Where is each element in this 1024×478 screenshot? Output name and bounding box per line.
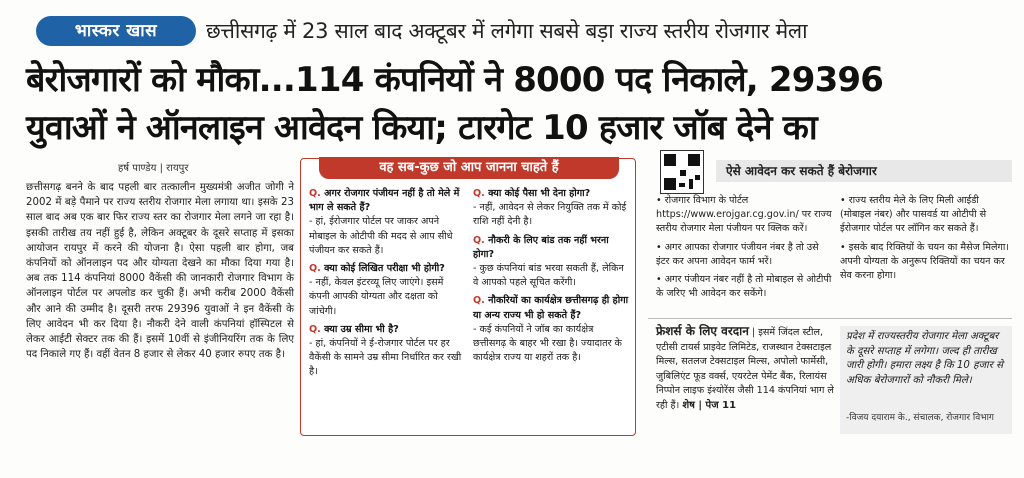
faq-answer: - कुछ कंपनियां बांड भरवा सकती हैं, लेकिन वे आपको पहले सूचित करेंगी। [473, 263, 624, 289]
how-to-apply-column-2 [840, 194, 1012, 287]
continued-marker: शेष | पेज 11 [682, 399, 737, 411]
apply-step: • अगर पंजीयन नंबर नहीं है तो मोबाइल से ओटीपी के जरिए भी आवेदन कर सकेंगे। [656, 274, 832, 300]
headline-line-2: युवाओं ने ऑनलाइन आवेदन किया; टारगेट 10 हजार जॉब देने का [26, 108, 817, 148]
question-icon: Q. [473, 295, 489, 307]
faq-question: Q. क्या उम्र सीमा भी है? [309, 323, 399, 335]
apply-step: • अगर आपका रोजगार पंजीयन नंबर है तो उसे इंटर कर अपना आवेदन फार्म भरें। [656, 241, 819, 267]
question-icon: Q. [309, 263, 325, 275]
faq-question: Q. क्या कोई पैसा भी देना होगा? [473, 188, 591, 199]
faq-answer: - हां, ईरोजगार पोर्टल पर जाकर अपने मोबाइल के ओटीपी की मदद से आप सीधे पंजीयन कर सकते हैं। [309, 216, 453, 256]
official-quote: प्रदेश में राज्यस्तरीय रोजगार मेला अक्टूबर के दूसरे सप्ताह में लगेगा। जल्द ही तारीख जारी होगी। हमारा लक्ष्य है कि 10 हजार से अधिक बेरोजगारों को नौकरी मिले। [840, 326, 1012, 434]
faq-question: Q. अगर रोजगार पंजीयन नहीं है तो मेले में भाग ले सकते हैं? [309, 188, 460, 214]
kicker-line: छत्तीसगढ़ में 23 साल बाद अक्टूबर में लगेगा सबसे बड़ा राज्य स्तरीय रोजगार मेला [206, 19, 808, 43]
apply-step: • इसके बाद रिक्तियों के चयन का मैसेज मिलेगा। अपनी योग्यता के अनुरूप रिक्तियों का चयन कर सेव करना होगा। [840, 241, 1010, 282]
faq-column-right [473, 187, 629, 369]
qr-code-icon[interactable] [660, 150, 704, 194]
main-story-text: छत्तीसगढ़ बनने के बाद पहली बार तत्कालीन मुख्यमंत्री अजीत जोगी ने 2002 में बड़े पैमाने पर राज्य स्तरीय रोजगार मेला लगाया था। इसके 23 साल बाद अब एक बार फिर राज्य स्तर का रोजगार मेला लगने जा रहा है। इसकी तारीख तय नहीं हुई है, लेकिन अक्टूबर के दूसरे सप्ताह में इसका आयोजन रायपुर में करने की योजना है। ऐसा पहली बार होगा, जब कंपनियों को ऑनलाइन पद और योग्यता देखने का मौका दिया गया है। अब तक 114 कंपनियां 8000 वैकेंसी की जानकारी रोजगार विभाग के ऑनलाइन पोर्टल पर अपलोड कर चुकी हैं। अभी करीब 2000 वैकेंसी और आने की उम्मीद है। दूसरी तरफ 29396 युवाओं ने इन वैकेंसी के लिए आवेदन भी कर दिया है। नौकरी देने वाली कंपनियां हॉस्पिटल से लेकर आईटी सेक्टर तक की हैं। इसमें 10वीं से इंजीनियरिंग तक के लिए पद निकाले गए हैं। वहीं वेतन 8 हजार से लेकर 40 हजार रुपए तक है। [26, 182, 294, 361]
quote-source: -विजय दयाराम के., संचालक, रोजगार विभाग [846, 413, 994, 423]
question-icon: Q. [473, 188, 489, 199]
faq-box-title: वह सब-कुछ जो आप जानना चाहते हैं [319, 157, 619, 179]
section-divider [648, 318, 1012, 319]
question-icon: Q. [309, 188, 325, 199]
byline: हर्ष पाण्डेय | रायपुर [118, 163, 189, 174]
kicker-row [12, 14, 1012, 48]
how-to-apply-column-1 [656, 194, 834, 305]
apply-step: • राज्य स्तरीय मेले के लिए मिली आईडी (मोबाइल नंबर) और पासवर्ड या ओटीपी से ईरोजगार पोर्टल पर लॉगिन कर सकते हैं। [840, 195, 987, 235]
faq-answer: - कई कंपनियों ने जॉब का कार्यक्षेत्र छत्तीसगढ़ के बाहर भी रखा है। ज्यादातर के कार्यक्षेत्र राज्य या शहरों तक है। [473, 323, 622, 364]
faq-question: Q. नौकरियों का कार्यक्षेत्र छत्तीसगढ़ ही होगा या अन्य राज्य भी हो सकते हैं? [473, 295, 629, 321]
question-icon: Q. [473, 234, 489, 246]
how-to-apply-title: ऐसे आवेदन कर सकते हैं बेरोजगार [716, 160, 1012, 182]
section-badge: भास्कर खास [36, 16, 196, 46]
faq-question: Q. नौकरी के लिए बांड तक नहीं भरना होगा? [473, 234, 609, 260]
headline-line-1: बेरोजगारों को मौका...114 कंपनियों ने 8000 पद निकाले, 29396 [26, 60, 884, 100]
faq-box [300, 158, 636, 436]
faq-answer: - नहीं, केवल इंटरव्यू लिए जाएंगे। इसमें कंपनी आपकी योग्यता और दक्षता को जांचेगी। [309, 277, 444, 317]
freshers-text: | इसमें जिंदल स्टील, एटीसी टायर्स प्राइवेट लिमिटेड, राजस्थान टेक्सटाइल मिल्स, सतलज टेक्सटाइल मिल्स, अपोलो फार्मेसी, जुबिलिएंट फूड वर्क्स, एयरटेल पेमेंट बैंक, रिलायंस निप्पोन लाइफ इंश्योरेंस जैसी 114 कंपनियां भाग ले रही हैं। [656, 327, 834, 411]
freshers-section [656, 324, 834, 414]
question-icon: Q. [309, 323, 325, 335]
apply-step: • रोजगार विभाग के पोर्टल https://www.erojgar.cg.gov.in/ पर राज्य स्तरीय रोजगार मेला पंजीयन पर क्लिक करें। [656, 195, 832, 235]
faq-column-left [309, 187, 467, 384]
faq-question: Q. क्या कोई लिखित परीक्षा भी होगी? [309, 263, 445, 275]
faq-answer: - नहीं, आवेदन से लेकर नियुक्ति तक में कोई राशि नहीं देनी है। [473, 202, 627, 228]
faq-answer: - हां, कंपनियों ने ई-रोजगार पोर्टल पर हर वैकेंसी के सामने उम्र सीमा निर्धारित कर रखी है। [309, 338, 462, 378]
freshers-title: फ्रेशर्स के लिए वरदान [656, 324, 749, 338]
